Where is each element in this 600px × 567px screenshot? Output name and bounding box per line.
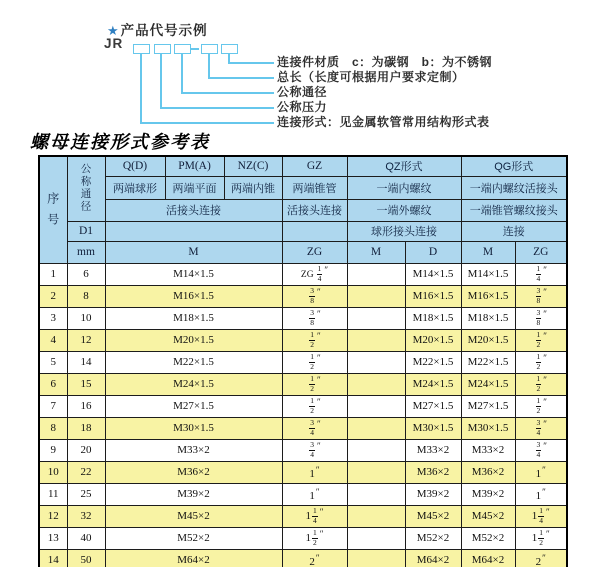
table-body xyxy=(39,263,567,567)
cell-qg-m: M33×2 xyxy=(461,439,515,461)
table-row xyxy=(39,263,567,285)
cell-m: M45×2 xyxy=(105,505,282,527)
cell-zg: $\frac{1}{2}$ ″ xyxy=(282,329,347,351)
cell-qg-m: M20×1.5 xyxy=(461,329,515,351)
cell-qz-d: M20×1.5 xyxy=(405,329,461,351)
header-qz: QZ形式 xyxy=(347,156,461,176)
cell-zg: 1 $\frac{1}{2}$ ″ xyxy=(282,527,347,549)
cell-qg-zg: 1 $\frac{1}{4}$ ″ xyxy=(515,505,567,527)
leader-line xyxy=(181,53,183,92)
cell-seq: 11 xyxy=(39,483,67,505)
header-q: Q(D) xyxy=(105,156,165,176)
cell-qz-d: M36×2 xyxy=(405,461,461,483)
cell-qg-zg: $\frac{3}{4}$ ″ xyxy=(515,439,567,461)
cell-qg-zg: $\frac{3}{8}$ ″ xyxy=(515,285,567,307)
cell-qg-m: M39×2 xyxy=(461,483,515,505)
leader-line xyxy=(140,53,142,122)
header-qg: QG形式 xyxy=(461,156,567,176)
table-row xyxy=(39,461,567,483)
header-m2: M xyxy=(347,241,405,263)
cell-qz-d: M16×1.5 xyxy=(405,285,461,307)
cell-qg-zg: $\frac{1}{2}$ ″ xyxy=(515,373,567,395)
header-nz: NZ(C) xyxy=(224,156,282,176)
diagram-label-diameter: 公称通径 xyxy=(277,85,328,99)
cell-qz-d: M30×1.5 xyxy=(405,417,461,439)
cell-qz-m xyxy=(347,549,405,567)
cell-dn: 40 xyxy=(67,527,105,549)
cell-qg-m: M52×2 xyxy=(461,527,515,549)
cell-m: M64×2 xyxy=(105,549,282,567)
cell-qz-d: M14×1.5 xyxy=(405,263,461,285)
cell-seq: 12 xyxy=(39,505,67,527)
cell-m: M33×2 xyxy=(105,439,282,461)
leader-line xyxy=(228,53,230,62)
cell-qz-m xyxy=(347,373,405,395)
leader-line xyxy=(208,77,274,79)
code-box-1 xyxy=(133,44,150,54)
cell-qz-m xyxy=(347,505,405,527)
header-q-sub: 两端球形 xyxy=(105,176,165,199)
cell-zg: $\frac{1}{2}$ ″ xyxy=(282,351,347,373)
cell-dn: 10 xyxy=(67,307,105,329)
diagram-label-connection: 连接形式：见金属软管常用结构形式表 xyxy=(277,115,490,129)
cell-zg: $\frac{3}{8}$ ″ xyxy=(282,285,347,307)
code-box-4 xyxy=(201,44,218,54)
cell-seq: 8 xyxy=(39,417,67,439)
table-row xyxy=(39,549,567,567)
cell-qg-zg: 1″ xyxy=(515,461,567,483)
cell-dn: 25 xyxy=(67,483,105,505)
star-icon: ★ xyxy=(107,23,119,38)
cell-qz-d: M39×2 xyxy=(405,483,461,505)
cell-dn: 15 xyxy=(67,373,105,395)
cell-zg: $\frac{3}{8}$ ″ xyxy=(282,307,347,329)
cell-qz-m xyxy=(347,329,405,351)
cell-qg-zg: 1″ xyxy=(515,483,567,505)
cell-qg-m: M24×1.5 xyxy=(461,373,515,395)
cell-m: M16×1.5 xyxy=(105,285,282,307)
table-row xyxy=(39,395,567,417)
diagram-label-material: 连接件材质 c：为碳钢 b：为不锈钢 xyxy=(277,55,493,69)
cell-m: M20×1.5 xyxy=(105,329,282,351)
cell-seq: 14 xyxy=(39,549,67,567)
cell-zg: $\frac{1}{2}$ ″ xyxy=(282,395,347,417)
header-m1: M xyxy=(105,241,282,263)
cell-qg-m: M16×1.5 xyxy=(461,285,515,307)
empty-cell xyxy=(282,221,347,241)
table-header xyxy=(39,156,567,263)
cell-qg-m: M45×2 xyxy=(461,505,515,527)
cell-m: M24×1.5 xyxy=(105,373,282,395)
cell-seq: 2 xyxy=(39,285,67,307)
header-qg-sub2: 一端锥管螺纹接头 xyxy=(461,199,567,221)
empty-cell xyxy=(105,221,282,241)
cell-zg: $\frac{1}{2}$ ″ xyxy=(282,373,347,395)
cell-qz-m xyxy=(347,263,405,285)
header-zg2: ZG xyxy=(515,241,567,263)
leader-line xyxy=(160,53,162,107)
code-prefix: JR xyxy=(104,36,124,51)
cell-m: M27×1.5 xyxy=(105,395,282,417)
cell-dn: 6 xyxy=(67,263,105,285)
header-mm: mm xyxy=(67,241,105,263)
header-qg-sub: 一端内螺纹活接头 xyxy=(461,176,567,199)
cell-dn: 14 xyxy=(67,351,105,373)
cell-seq: 4 xyxy=(39,329,67,351)
cell-m: M30×1.5 xyxy=(105,417,282,439)
cell-qz-m xyxy=(347,461,405,483)
cell-m: M36×2 xyxy=(105,461,282,483)
cell-qz-d: M27×1.5 xyxy=(405,395,461,417)
cell-seq: 10 xyxy=(39,461,67,483)
cell-seq: 9 xyxy=(39,439,67,461)
cell-qz-d: M33×2 xyxy=(405,439,461,461)
cell-seq: 5 xyxy=(39,351,67,373)
header-qz-sub2: 一端外螺纹 xyxy=(347,199,461,221)
cell-qz-m xyxy=(347,527,405,549)
cell-qg-zg: $\frac{1}{2}$ ″ xyxy=(515,395,567,417)
header-d: D xyxy=(405,241,461,263)
leader-line xyxy=(160,107,274,109)
cell-qg-zg: $\frac{3}{4}$ ″ xyxy=(515,417,567,439)
cell-dn: 12 xyxy=(67,329,105,351)
cell-m: M52×2 xyxy=(105,527,282,549)
cell-qz-m xyxy=(347,285,405,307)
code-box-2 xyxy=(154,44,171,54)
table-row xyxy=(39,373,567,395)
cell-qz-m xyxy=(347,307,405,329)
header-pm-sub: 两端平面 xyxy=(165,176,224,199)
cell-qz-d: M64×2 xyxy=(405,549,461,567)
diagram-label-pressure: 公称压力 xyxy=(277,100,328,114)
table-row xyxy=(39,329,567,351)
header-nz-sub: 两端内锥 xyxy=(224,176,282,199)
cell-zg: $\frac{3}{4}$ ″ xyxy=(282,417,347,439)
header-d1: D1 xyxy=(67,221,105,241)
diagram-label-length: 总长（长度可根据用户要求定制） xyxy=(277,70,465,84)
cell-qg-zg: 2″ xyxy=(515,549,567,567)
header-union-conn: 活接头连接 xyxy=(105,199,282,221)
table-row xyxy=(39,439,567,461)
cell-zg: 1 $\frac{1}{4}$ ″ xyxy=(282,505,347,527)
code-box-3 xyxy=(174,44,191,54)
cell-seq: 6 xyxy=(39,373,67,395)
cell-qz-d: M24×1.5 xyxy=(405,373,461,395)
cell-m: M18×1.5 xyxy=(105,307,282,329)
leader-line xyxy=(140,122,274,124)
cell-qg-m: M30×1.5 xyxy=(461,417,515,439)
cell-qz-m xyxy=(347,483,405,505)
cell-dn: 20 xyxy=(67,439,105,461)
cell-qg-zg: $\frac{1}{2}$ ″ xyxy=(515,351,567,373)
cell-seq: 7 xyxy=(39,395,67,417)
cell-qg-m: M64×2 xyxy=(461,549,515,567)
cell-qz-m xyxy=(347,439,405,461)
table-row xyxy=(39,527,567,549)
cell-qz-m xyxy=(347,351,405,373)
header-seq: 序号 xyxy=(39,156,67,263)
cell-seq: 3 xyxy=(39,307,67,329)
cell-zg: 1″ xyxy=(282,461,347,483)
cell-seq: 13 xyxy=(39,527,67,549)
cell-dn: 50 xyxy=(67,549,105,567)
table-row xyxy=(39,307,567,329)
table-row xyxy=(39,285,567,307)
cell-qz-m xyxy=(347,417,405,439)
code-dash xyxy=(190,48,199,50)
cell-qg-zg: $\frac{1}{2}$ ″ xyxy=(515,329,567,351)
cell-dn: 16 xyxy=(67,395,105,417)
code-box-5 xyxy=(221,44,238,54)
cell-qz-d: M45×2 xyxy=(405,505,461,527)
leader-line xyxy=(208,53,210,77)
cell-qz-d: M52×2 xyxy=(405,527,461,549)
header-gz: GZ xyxy=(282,156,347,176)
cell-dn: 22 xyxy=(67,461,105,483)
cell-zg: 1″ xyxy=(282,483,347,505)
header-pm: PM(A) xyxy=(165,156,224,176)
table-row xyxy=(39,417,567,439)
table-row xyxy=(39,505,567,527)
header-gz-conn: 活接头连接 xyxy=(282,199,347,221)
nut-connection-table xyxy=(38,155,568,567)
cell-qg-zg: $\frac{1}{4}$ ″ xyxy=(515,263,567,285)
leader-line xyxy=(228,62,274,64)
cell-m: M39×2 xyxy=(105,483,282,505)
leader-line xyxy=(181,92,274,94)
cell-qg-m: M27×1.5 xyxy=(461,395,515,417)
table-row xyxy=(39,351,567,373)
cell-seq: 1 xyxy=(39,263,67,285)
header-dn: 公称通径 xyxy=(67,156,105,221)
header-zg1: ZG xyxy=(282,241,347,263)
cell-dn: 32 xyxy=(67,505,105,527)
cell-zg: 2″ xyxy=(282,549,347,567)
cell-qz-d: M22×1.5 xyxy=(405,351,461,373)
cell-qz-m xyxy=(347,395,405,417)
diagram-heading-text: 产品代号示例 xyxy=(120,23,208,38)
table-title: 螺母连接形式参考表 xyxy=(30,132,210,152)
cell-zg: ZG $\frac{1}{4}$ ″ xyxy=(282,263,347,285)
cell-qg-m: M22×1.5 xyxy=(461,351,515,373)
cell-qg-m: M36×2 xyxy=(461,461,515,483)
cell-qg-m: M18×1.5 xyxy=(461,307,515,329)
cell-m: M22×1.5 xyxy=(105,351,282,373)
cell-qg-zg: $\frac{3}{8}$ ″ xyxy=(515,307,567,329)
cell-qg-m: M14×1.5 xyxy=(461,263,515,285)
cell-m: M14×1.5 xyxy=(105,263,282,285)
cell-zg: $\frac{3}{4}$ ″ xyxy=(282,439,347,461)
cell-qz-d: M18×1.5 xyxy=(405,307,461,329)
header-qg-conn: 连接 xyxy=(461,221,567,241)
cell-dn: 8 xyxy=(67,285,105,307)
table-row xyxy=(39,483,567,505)
header-gz-sub: 两端锥管 xyxy=(282,176,347,199)
header-qz-sub: 一端内螺纹 xyxy=(347,176,461,199)
header-m3: M xyxy=(461,241,515,263)
cell-qg-zg: 1 $\frac{1}{2}$ ″ xyxy=(515,527,567,549)
cell-dn: 18 xyxy=(67,417,105,439)
header-qz-conn: 球形接头连接 xyxy=(347,221,461,241)
